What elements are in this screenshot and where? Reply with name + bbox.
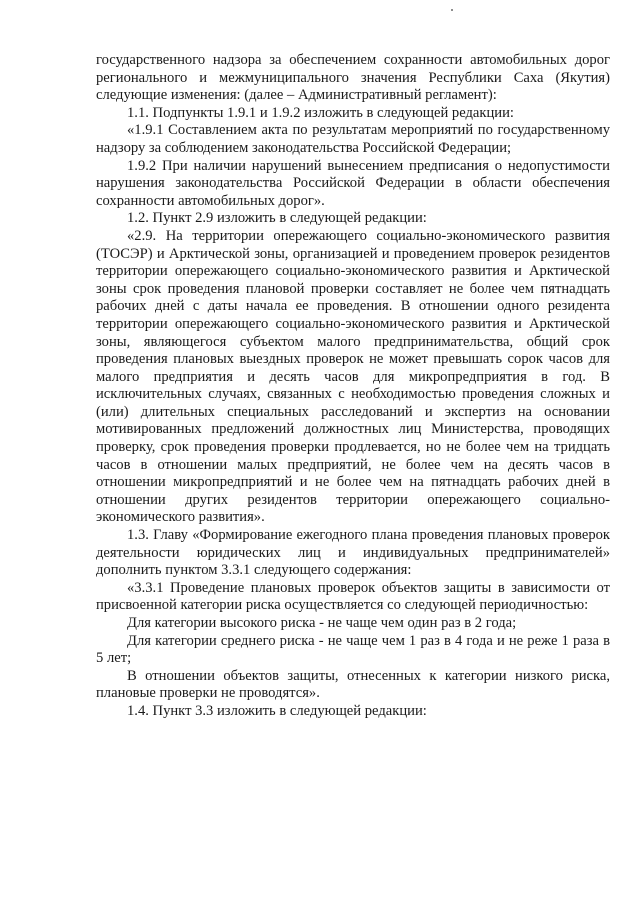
scan-speck <box>451 9 453 11</box>
paragraph-1-4: 1.4. Пункт 3.3 изложить в следующей редакции: <box>127 702 427 719</box>
paragraph-1-1: 1.1. Подпункты 1.9.1 и 1.9.2 изложить в следующей редакции: <box>127 104 514 121</box>
paragraph-low-risk: В отношении объектов защиты, отнесенных к категории низкого риска, плановые проверки не проводятся». <box>96 667 610 702</box>
paragraph-medium-risk: Для категории среднего риска - не чаще чем 1 раз в 4 года и не реже 1 раза в 5 лет; <box>96 632 610 667</box>
paragraph-intro: государственного надзора за обеспечением сохранности автомобильных дорог регионального и межмуниципального значения Республики Саха (Якутия) следующие изменения: (далее – Административный регламент): <box>96 52 610 104</box>
paragraph-1-2: 1.2. Пункт 2.9 изложить в следующей редакции: <box>127 210 427 227</box>
paragraph-3-3-1: «3.3.1 Проведение плановых проверок объектов защиты в зависимости от присвоенной категории риска осуществляется со следующей периодичностью: <box>96 579 610 614</box>
paragraph-1-9-1: «1.9.1 Составлением акта по результатам мероприятий по государственному надзору за соблюдением законодательства Российской Федерации; <box>96 122 610 156</box>
paragraph-2-9: «2.9. На территории опережающего социально-экономического развития (ТОСЭР) и Арктической зоны, организацией и проведением проверок резидентов территории опережающего социально-экономического развития и Арктической зоны срок проведения плановой проверки составляет не более чем пятнадцать рабочих дней с даты начала ее проведения. В отношении одного резидента территории опережающего социально-экономического развития и Арктической зоны, являющегося субъектом малого предпринимательства, общий срок проведения плановых выездных проверок не может превышать сорок часов для малого предприятия и десять часов для микропредприятия в год. В исключительных случаях, связанных с необходимостью проведения сложных и (или) длительных специальных расследований и экспертиз на основании мотивированных предложений должностных лиц Министерства, проводящих проверку, срок проведения проверки продлевается, но не более чем на тридцать часов в отношении малых предприятий, не более чем на десять часов в отношении микропредприятий и не более чем на пятнадцать рабочих дней в отношении других резидентов территории опережающего социально-экономического развития». <box>96 227 610 526</box>
paragraph-high-risk: Для категории высокого риска - не чаще чем один раз в 2 года; <box>127 615 517 631</box>
paragraph-1-3: 1.3. Главу «Формирование ежегодного плана проведения плановых проверок деятельности юридических лиц и индивидуальных предпринимателей» дополнить пунктом 3.3.1 следующего содержания: <box>96 527 610 579</box>
paragraph-1-9-2: 1.9.2 При наличии нарушений вынесением предписания о недопустимости нарушения законодательства Российской Федерации в области обеспечения сохранности автомобильных дорог». <box>96 157 610 209</box>
document-page <box>96 52 610 721</box>
